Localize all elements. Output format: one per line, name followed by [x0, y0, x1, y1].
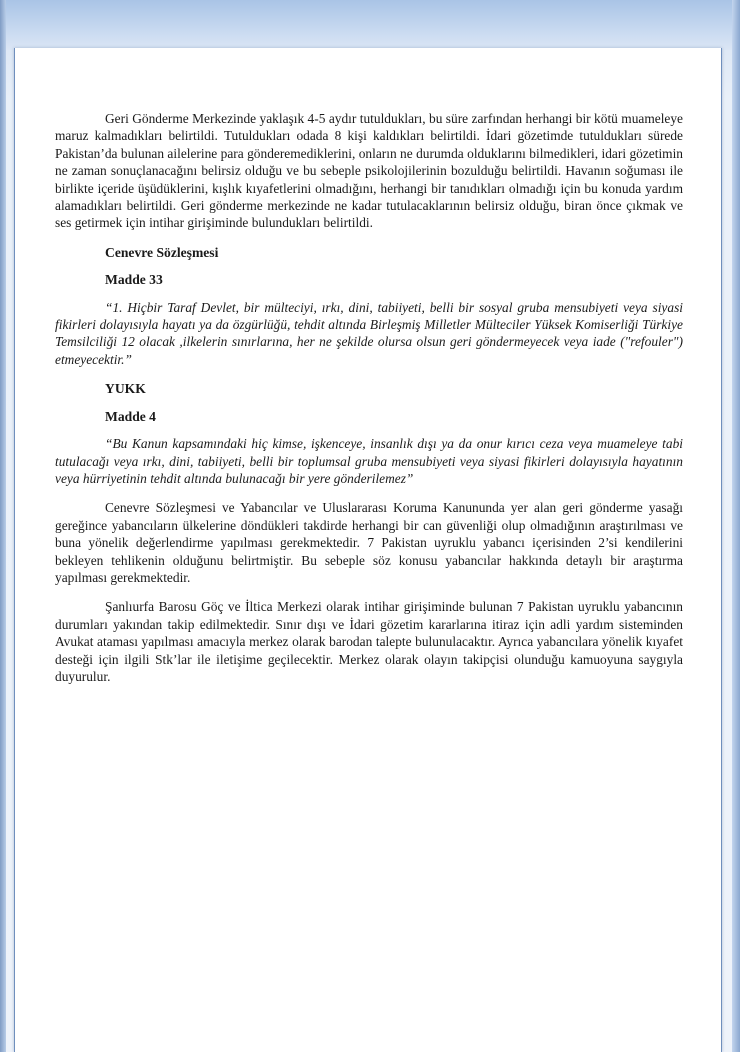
heading-geneva-convention: Cenevre Sözleşmesi	[105, 244, 219, 260]
viewer-left-rail	[0, 0, 6, 1052]
viewer-right-rail	[732, 0, 740, 1052]
quote-article-33: “1. Hiçbir Taraf Devlet, bir mülteciyi, ırkı, dini, tabiiyeti, belli bir sosyal gruba mensubiyeti veya siyasi fikirleri dolayısıyla hayatı ya da özgürlüğü, tehdit altında Birleşmiş Milletler Mülteciler Yüksek Komiserliği Türkiye Temsilciliği 12 olacak ,ilkelerin sınırlarına, her ne şekilde olursa olsun geri göndermeyecek veya iade ("refouler") etmeyecektir.”	[55, 299, 683, 367]
viewer-top-band	[0, 0, 740, 50]
heading-article-33: Madde 33	[105, 272, 163, 288]
page-content	[55, 110, 683, 697]
document-page	[14, 48, 722, 1052]
paragraph-non-refoulement: Cenevre Sözleşmesi ve Yabancılar ve Uluslararası Koruma Kanununda yer alan geri gönderme yasağı gereğince yabancıların ülkelerine döndükleri takdirde herhangi bir can güvenliği olup olmadığının araştırılması ve buna yönelik değerlendirme yapılması gerekmektedir. 7 Pakistan uyruklu yabancı içerisinden 2’si kendilerini bekleyen tehlikenin olduğunu belirtmiştir. Bu sebeple söz konusu yabancılar hakkında detaylı bir araştırma yapılması gerekmektedir.	[55, 500, 683, 585]
quote-article-4: “Bu Kanun kapsamındaki hiç kimse, işkenceye, insanlık dışı ya da onur kırıcı ceza veya muameleye tabi tutulacağı veya ırkı, dini, tabiiyeti, belli bir toplumsal gruba mensubiyeti veya siyasi fikirleri dolayısıyla hayatının veya hürriyetinin tehdit altında bulunacağı bir yere gönderilemez”	[55, 436, 683, 486]
paragraph-detention-statement: Geri Gönderme Merkezinde yaklaşık 4-5 aydır tutuldukları, bu süre zarfından herhangi bir kötü muameleye maruz kalmadıkları belirtildi. Tutuldukları odada 8 kişi kaldıkları belirtildi. İdari gözetimde tutuldukları sürede Pakistan’da bulunan ailelerine para gönderemediklerini, onların ne durumda olduklarını bilmedikleri, idari gözetimin ne zaman sonuçlanacağını belirsiz olduğu ve bu sebeple psikolojilerinin bozulduğu belirtildi. Havanın soğuması ile birlikte içeride üşüdüklerini, kışlık kıyafetlerini olmadığını, herhangi bir tanıdıkları olmadığı için bu konuda yardım alamadıkları belirtildi. Geri gönderme merkezinde ne kadar tutulacaklarının belirsiz olduğu, biran önce çıkmak ve ses getirmek için intihar girişiminde bulundukları belirtildi.	[55, 111, 683, 231]
heading-article-4: Madde 4	[105, 408, 156, 424]
paragraph-bar-association-statement: Şanlıurfa Barosu Göç ve İltica Merkezi olarak intihar girişiminde bulunan 7 Pakistan uyruklu yabancının durumları yakından takip edilmektedir. Sınır dışı ve İdari gözetim kararlarına itiraz için adli yardım sisteminden Avukat ataması yapılması amacıyla merkez olarak barodan talepte bulunulacaktır. Ayrıca yabancılara yönelik kıyafet desteği için ilgili Stk’lar ile iletişime geçilecektir. Merkez olarak olayın takipçisi olunduğu kamuoyuna saygıyla duyurulur.	[55, 599, 683, 684]
heading-yukk: YUKK	[105, 381, 146, 397]
